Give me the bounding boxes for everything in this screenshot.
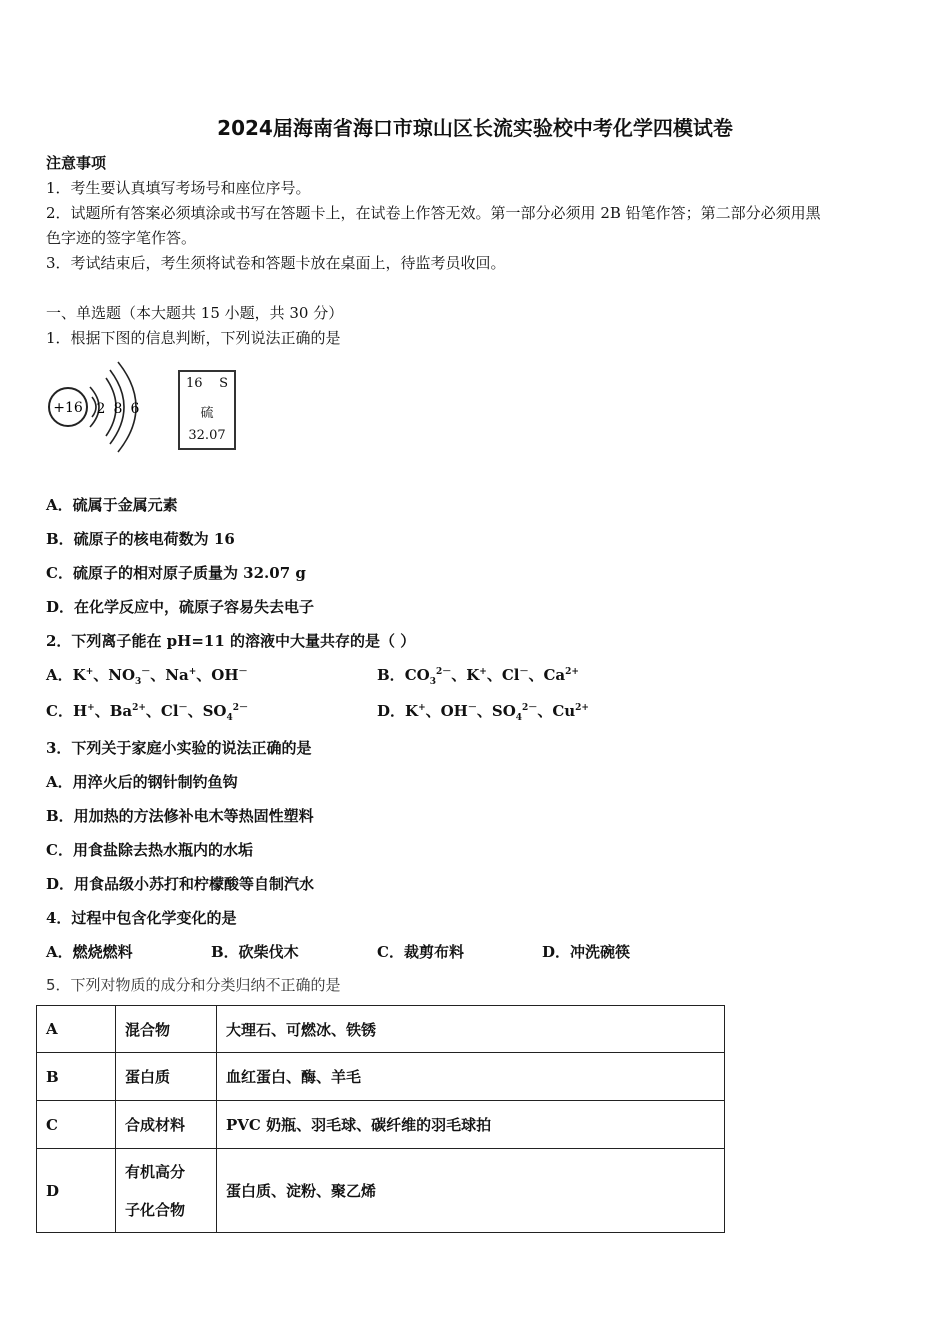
notice-item: 2．试题所有答案必须填涂或书写在答题卡上，在试卷上作答无效。第一部分必须用 2B 铅笔作答；第二部分必须用黑 <box>46 204 821 222</box>
shell-electrons: 8 <box>113 401 123 417</box>
q3-option-d: D．用食品级小苏打和柠檬酸等自制汽水 <box>46 875 315 893</box>
q1-option-a: A．硫属于金属元素 <box>46 496 178 514</box>
q2-option-c: C．H+、$Ba^{2+}$、Cl－、$SO_4^{2-}$ <box>46 702 248 723</box>
element-number: 16 <box>186 376 203 391</box>
q3-option-b: B．用加热的方法修补电木等热固性塑料 <box>46 807 314 825</box>
question-5-stem: 5．下列对物质的成分和分类归纳不正确的是 <box>46 976 341 994</box>
row-items: PVC 奶瓶、羽毛球、碳纤维的羽毛球拍 <box>217 1101 725 1149</box>
q2-option-a: A．K+、$NO_3^-$、Na+、OH－ <box>46 666 248 687</box>
classification-table <box>36 1005 725 1233</box>
q3-option-a: A．用淬火后的钢针制钓鱼钩 <box>46 773 238 791</box>
question-4-stem: 4．过程中包含化学变化的是 <box>46 909 237 927</box>
q1-option-b: B．硫原子的核电荷数为 16 <box>46 530 235 548</box>
table-row <box>37 1053 725 1101</box>
q2-option-d: D．K+、OH－、$SO_4^{2-}$、$Cu^{2+}$ <box>377 702 589 723</box>
shell-electrons: 6 <box>130 401 140 417</box>
q1-option-d: D．在化学反应中，硫原子容易失去电子 <box>46 598 315 616</box>
nucleus-charge: +16 <box>53 400 83 416</box>
section-heading: 一、单选题（本大题共 15 小题，共 30 分） <box>46 304 344 322</box>
q1-option-c: C．硫原子的相对原子质量为 32.07 g <box>46 564 306 582</box>
row-category: 有机高分 子化合物 <box>116 1149 217 1233</box>
notice-item: 1．考生要认真填写考场号和座位序号。 <box>46 179 311 197</box>
element-symbol: S <box>219 376 228 391</box>
row-key: C <box>37 1101 116 1149</box>
notice-item: 3．考试结束后，考生须将试卷和答题卡放在桌面上，待监考员收回。 <box>46 254 506 272</box>
q2-option-b: B．$CO_3^{2-}$、K+、Cl－、$Ca^{2+}$ <box>377 666 579 687</box>
table-row <box>37 1006 725 1053</box>
notice-item: 色字迹的签字笔作答。 <box>46 229 197 247</box>
shell-electrons: 2 <box>96 401 106 417</box>
element-card <box>178 370 236 450</box>
q3-option-c: C．用食盐除去热水瓶内的水垢 <box>46 841 253 859</box>
q4-option-b: B．砍柴伐木 <box>211 943 299 961</box>
row-category: 合成材料 <box>116 1101 217 1149</box>
row-items: 蛋白质、淀粉、聚乙烯 <box>217 1149 725 1233</box>
page-title: 2024届海南省海口市琼山区长流实验校中考化学四模试卷 <box>217 116 733 140</box>
row-category: 蛋白质 <box>116 1053 217 1101</box>
q4-option-d: D．冲洗碗筷 <box>542 943 631 961</box>
row-items: 大理石、可燃冰、铁锈 <box>217 1006 725 1053</box>
question-3-stem: 3．下列关于家庭小实验的说法正确的是 <box>46 739 312 757</box>
q4-option-a: A．燃烧燃料 <box>46 943 133 961</box>
q4-option-c: C．裁剪布料 <box>377 943 464 961</box>
table-row <box>37 1101 725 1149</box>
row-key: D <box>37 1149 116 1233</box>
question-2-stem: 2．下列离子能在 pH=11 的溶液中大量共存的是（ ） <box>46 632 416 650</box>
notice-heading: 注意事项 <box>46 154 107 172</box>
electron-shell-arc <box>92 397 96 417</box>
table-row <box>37 1149 725 1233</box>
row-items: 血红蛋白、酶、羊毛 <box>217 1053 725 1101</box>
element-name: 硫 <box>200 406 214 421</box>
row-category: 混合物 <box>116 1006 217 1053</box>
element-mass: 32.07 <box>188 428 226 443</box>
question-1-stem: 1．根据下图的信息判断，下列说法正确的是 <box>46 329 341 347</box>
row-key: B <box>37 1053 116 1101</box>
atom-structure-diagram <box>46 360 156 455</box>
row-key: A <box>37 1006 116 1053</box>
